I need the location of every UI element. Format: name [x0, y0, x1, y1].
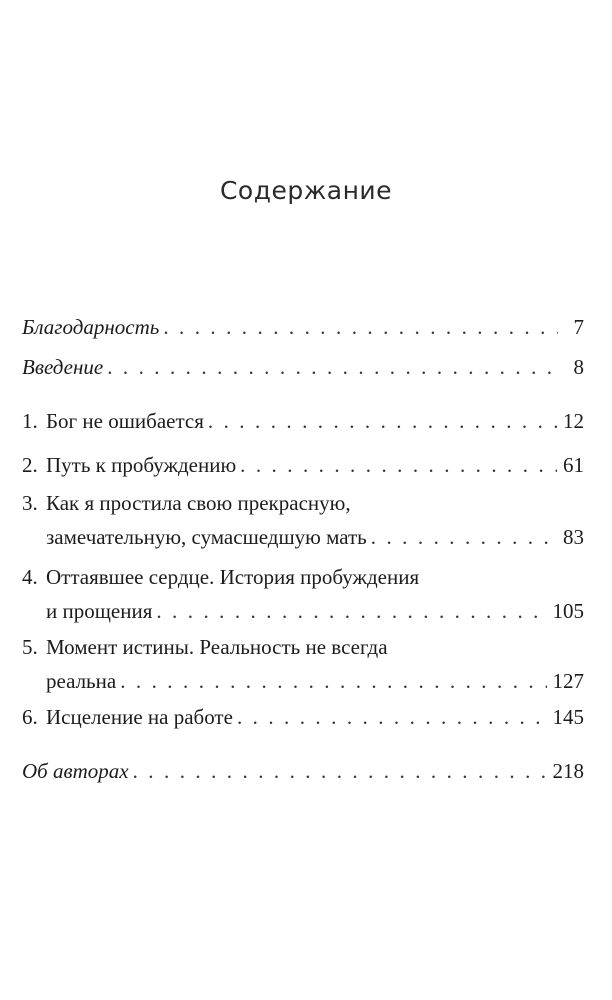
toc-entry-chapter-1[interactable] — [22, 404, 584, 438]
toc-page-number: 12 — [563, 409, 584, 433]
toc-entry-title: Исцеление на работе — [46, 705, 233, 729]
toc-entry-title-line-2: реальна — [46, 669, 117, 693]
dot-leader — [156, 594, 546, 628]
chapter-number: 6. — [22, 705, 38, 729]
toc-entry-chapter-3[interactable] — [22, 486, 584, 554]
dot-leader — [237, 700, 547, 734]
toc-entry-title-line-1: Момент истины. Реальность не всегда — [46, 635, 388, 659]
toc-entry-title-line-1: Как я простила свою прекрасную, — [46, 491, 351, 515]
page-title: Содержание — [219, 176, 393, 205]
chapter-number: 4. — [22, 565, 38, 589]
toc-entry-title-line-1: Оттаявшее сердце. История пробуждения — [46, 565, 420, 589]
toc-page-number: 7 — [573, 315, 584, 339]
toc-entry-title: Путь к пробуждению — [46, 453, 237, 477]
toc-entry-acknowledgements[interactable] — [22, 310, 584, 344]
toc-entry-chapter-2[interactable] — [22, 448, 584, 482]
toc-page-number: 127 — [552, 669, 584, 693]
toc-entry-title-line-2: замечательную, сумасшедшую мать — [46, 525, 367, 549]
dot-leader — [133, 754, 547, 788]
dot-leader — [163, 310, 558, 344]
chapter-number: 1. — [22, 409, 38, 433]
toc-page-number: 83 — [563, 525, 584, 549]
toc-entry-chapter-4[interactable] — [22, 560, 584, 628]
toc-entry-title-line-2: и прощения — [46, 599, 153, 623]
toc-entry-title: Введение — [22, 355, 104, 379]
dot-leader — [240, 448, 557, 482]
toc-page-number: 61 — [563, 453, 584, 477]
dot-leader — [107, 350, 558, 384]
toc-page-number: 8 — [573, 355, 584, 379]
dot-leader — [371, 520, 557, 554]
dot-leader — [120, 664, 546, 698]
toc-entry-introduction[interactable] — [22, 350, 584, 384]
toc-entry-title: Об авторах — [22, 759, 129, 783]
toc-entry-about-authors[interactable] — [22, 754, 584, 788]
toc-entry-title: Бог не ошибается — [46, 409, 204, 433]
dot-leader — [208, 404, 557, 438]
toc-page-number: 105 — [552, 599, 584, 623]
toc-page-number: 145 — [552, 705, 584, 729]
chapter-number: 2. — [22, 453, 38, 477]
toc-page-number: 218 — [552, 759, 584, 783]
toc-entry-title: Благодарность — [22, 315, 160, 339]
toc-entry-chapter-6[interactable] — [22, 700, 584, 734]
chapter-number: 3. — [22, 491, 38, 515]
chapter-number: 5. — [22, 635, 38, 659]
toc-entry-chapter-5[interactable] — [22, 630, 584, 698]
